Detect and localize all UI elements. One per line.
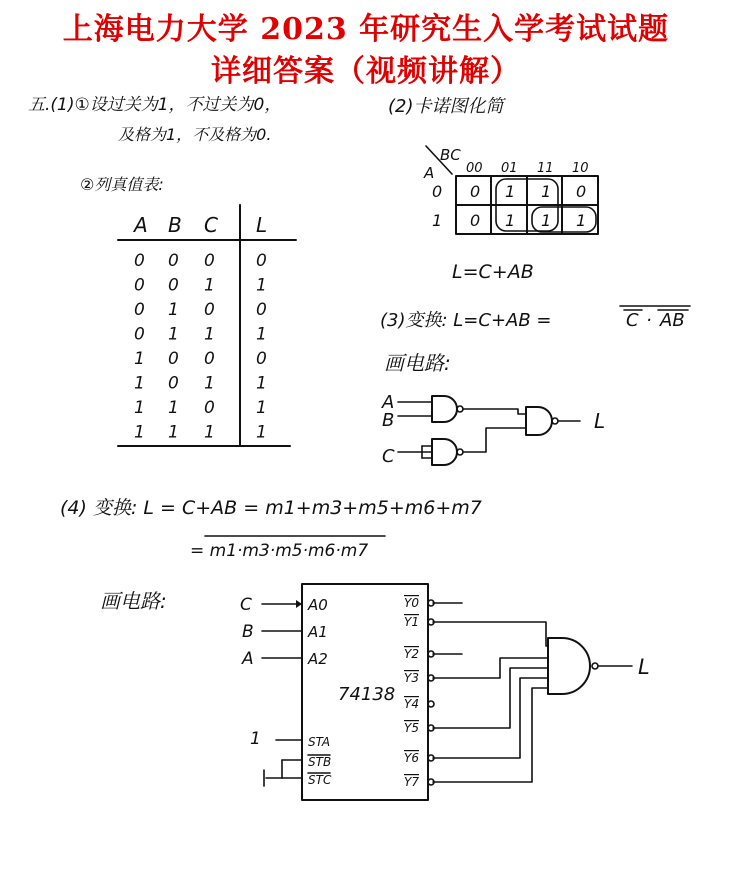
pin-a0: A0 xyxy=(308,596,328,614)
decoder-output-l: L xyxy=(638,655,650,679)
kmap-col-label: 10 xyxy=(572,161,589,176)
truth-table-cell: 0 xyxy=(204,300,215,320)
truth-table-cell: 1 xyxy=(168,324,179,345)
truth-table-cell: 1 xyxy=(168,300,179,320)
kmap-result: L=C+AB xyxy=(452,261,534,283)
kmap-cell: 0 xyxy=(576,182,587,201)
part3-bar-c: C xyxy=(626,310,639,331)
pin-stc: STC xyxy=(308,773,332,787)
truth-table-cell: 0 xyxy=(204,251,215,271)
decoder-input-b: B xyxy=(242,622,254,642)
truth-table-cell: 1 xyxy=(134,349,145,369)
part4-transform: (4) 变换: L = C+AB = m1+m3+m5+m6+m7 xyxy=(60,497,482,519)
pin-stb: STB xyxy=(308,755,332,769)
decoder-output-y7: Y7 xyxy=(404,775,419,789)
part1-label: 五.(1)①设过关为1，不过关为0， xyxy=(28,95,282,115)
kmap-col-label: 01 xyxy=(501,161,518,176)
decoder-output-y2: Y2 xyxy=(404,647,419,661)
truth-table-cell: 1 xyxy=(256,422,267,443)
kmap-title: (2)卡诺图化简 xyxy=(388,96,504,117)
kmap-cell: 1 xyxy=(576,211,587,230)
svg-text:·: · xyxy=(646,310,652,331)
circuit-input-c: C xyxy=(382,446,395,467)
part4-transform2-text: = m1·m3·m5·m6·m7 xyxy=(190,541,369,561)
truth-table-title: ②列真值表: xyxy=(80,175,164,194)
kmap-cell: 1 xyxy=(541,211,552,230)
truth-table-cell: 1 xyxy=(134,422,145,443)
page-title-line1: 上海电力大学 2023 年研究生入学考试试题 xyxy=(62,12,670,47)
kmap-corner-bc: BC xyxy=(440,146,461,164)
kmap-col-label: 00 xyxy=(466,161,483,176)
decoder-output-y6: Y6 xyxy=(404,751,419,765)
kmap-cell: 0 xyxy=(470,211,481,230)
part3-draw-label: 画电路: xyxy=(384,351,451,375)
page-title-line2: 详细答案（视频讲解） xyxy=(211,54,521,89)
kmap-row-label: 0 xyxy=(432,182,443,201)
circuit-input-b: B xyxy=(382,410,395,431)
truth-table-cell: 1 xyxy=(134,373,145,394)
truth-table-header-l: L xyxy=(256,213,268,237)
part3-bar-ab: AB xyxy=(660,310,685,331)
truth-table-cell: 0 xyxy=(134,300,145,320)
kmap-cell: 0 xyxy=(470,182,481,201)
truth-table-cell: 0 xyxy=(168,251,179,271)
truth-table-cell: 0 xyxy=(134,324,145,345)
truth-table-cell: 1 xyxy=(204,422,215,443)
part4-transform2 xyxy=(190,536,385,561)
truth-table xyxy=(118,205,296,446)
kmap-cell: 1 xyxy=(505,182,516,201)
kmap-cell: 1 xyxy=(541,182,552,201)
kmap-row-label: 1 xyxy=(432,211,443,230)
truth-table-cell: 0 xyxy=(134,275,145,296)
truth-table-cell: 1 xyxy=(256,324,267,345)
truth-table-cell: 1 xyxy=(204,324,215,345)
decoder-input-c: C xyxy=(240,595,252,615)
kmap-col-label: 11 xyxy=(537,161,554,176)
truth-table-cell: 1 xyxy=(168,422,179,443)
decoder-output-y0: Y0 xyxy=(404,596,419,610)
truth-table-header-a: A xyxy=(134,213,148,237)
truth-table-cell: 0 xyxy=(256,300,267,320)
decoder-output-y4: Y4 xyxy=(404,697,419,711)
truth-table-cell: 1 xyxy=(168,398,179,418)
enable-value: 1 xyxy=(250,729,261,749)
truth-table-cell: 1 xyxy=(256,373,267,394)
nand-circuit-3 xyxy=(381,392,605,467)
nand-gate-ab xyxy=(432,396,457,422)
pin-a2: A2 xyxy=(308,650,328,668)
truth-table-header-c: C xyxy=(204,213,218,237)
nand-gate-c xyxy=(432,439,457,465)
truth-table-cell: 0 xyxy=(168,275,179,296)
truth-table-cell: 0 xyxy=(256,251,267,271)
nand-gate-out xyxy=(526,407,552,435)
pin-sta: STA xyxy=(308,735,331,749)
decoder-chip-name: 74138 xyxy=(338,684,396,705)
truth-table-cell: 0 xyxy=(204,349,215,369)
output-nand-gate xyxy=(548,638,590,694)
karnaugh-map xyxy=(423,146,598,234)
truth-table-cell: 0 xyxy=(134,251,145,271)
truth-table-cell: 1 xyxy=(204,373,215,394)
decoder-output-y1: Y1 xyxy=(404,615,419,629)
kmap-cell: 1 xyxy=(505,211,516,230)
truth-table-header-b: B xyxy=(168,213,182,237)
decoder-input-a: A xyxy=(242,649,254,669)
truth-table-cell: 0 xyxy=(168,349,179,369)
truth-table-cell: 1 xyxy=(256,398,267,418)
truth-table-cell: 1 xyxy=(256,275,267,296)
decoder-output-y3: Y3 xyxy=(404,671,419,685)
truth-table-cell: 1 xyxy=(204,275,215,296)
kmap-corner-a: A xyxy=(424,164,435,182)
part3-transform-text: (3)变换: L=C+AB = xyxy=(380,310,552,331)
decoder-circuit xyxy=(240,584,650,800)
truth-table-cell: 1 xyxy=(134,398,145,418)
circuit-input-a: A xyxy=(382,392,395,413)
part4-draw-label: 画电路: xyxy=(100,589,167,613)
decoder-output-y5: Y5 xyxy=(404,721,419,735)
pin-a1: A1 xyxy=(308,623,328,641)
truth-table-cell: 0 xyxy=(168,373,179,394)
part1-label2: 及格为1，不及格为0. xyxy=(118,125,272,144)
truth-table-cell: 0 xyxy=(204,398,215,418)
circuit-output-l: L xyxy=(594,409,606,433)
truth-table-cell: 0 xyxy=(256,349,267,369)
part3-transform xyxy=(380,306,690,331)
